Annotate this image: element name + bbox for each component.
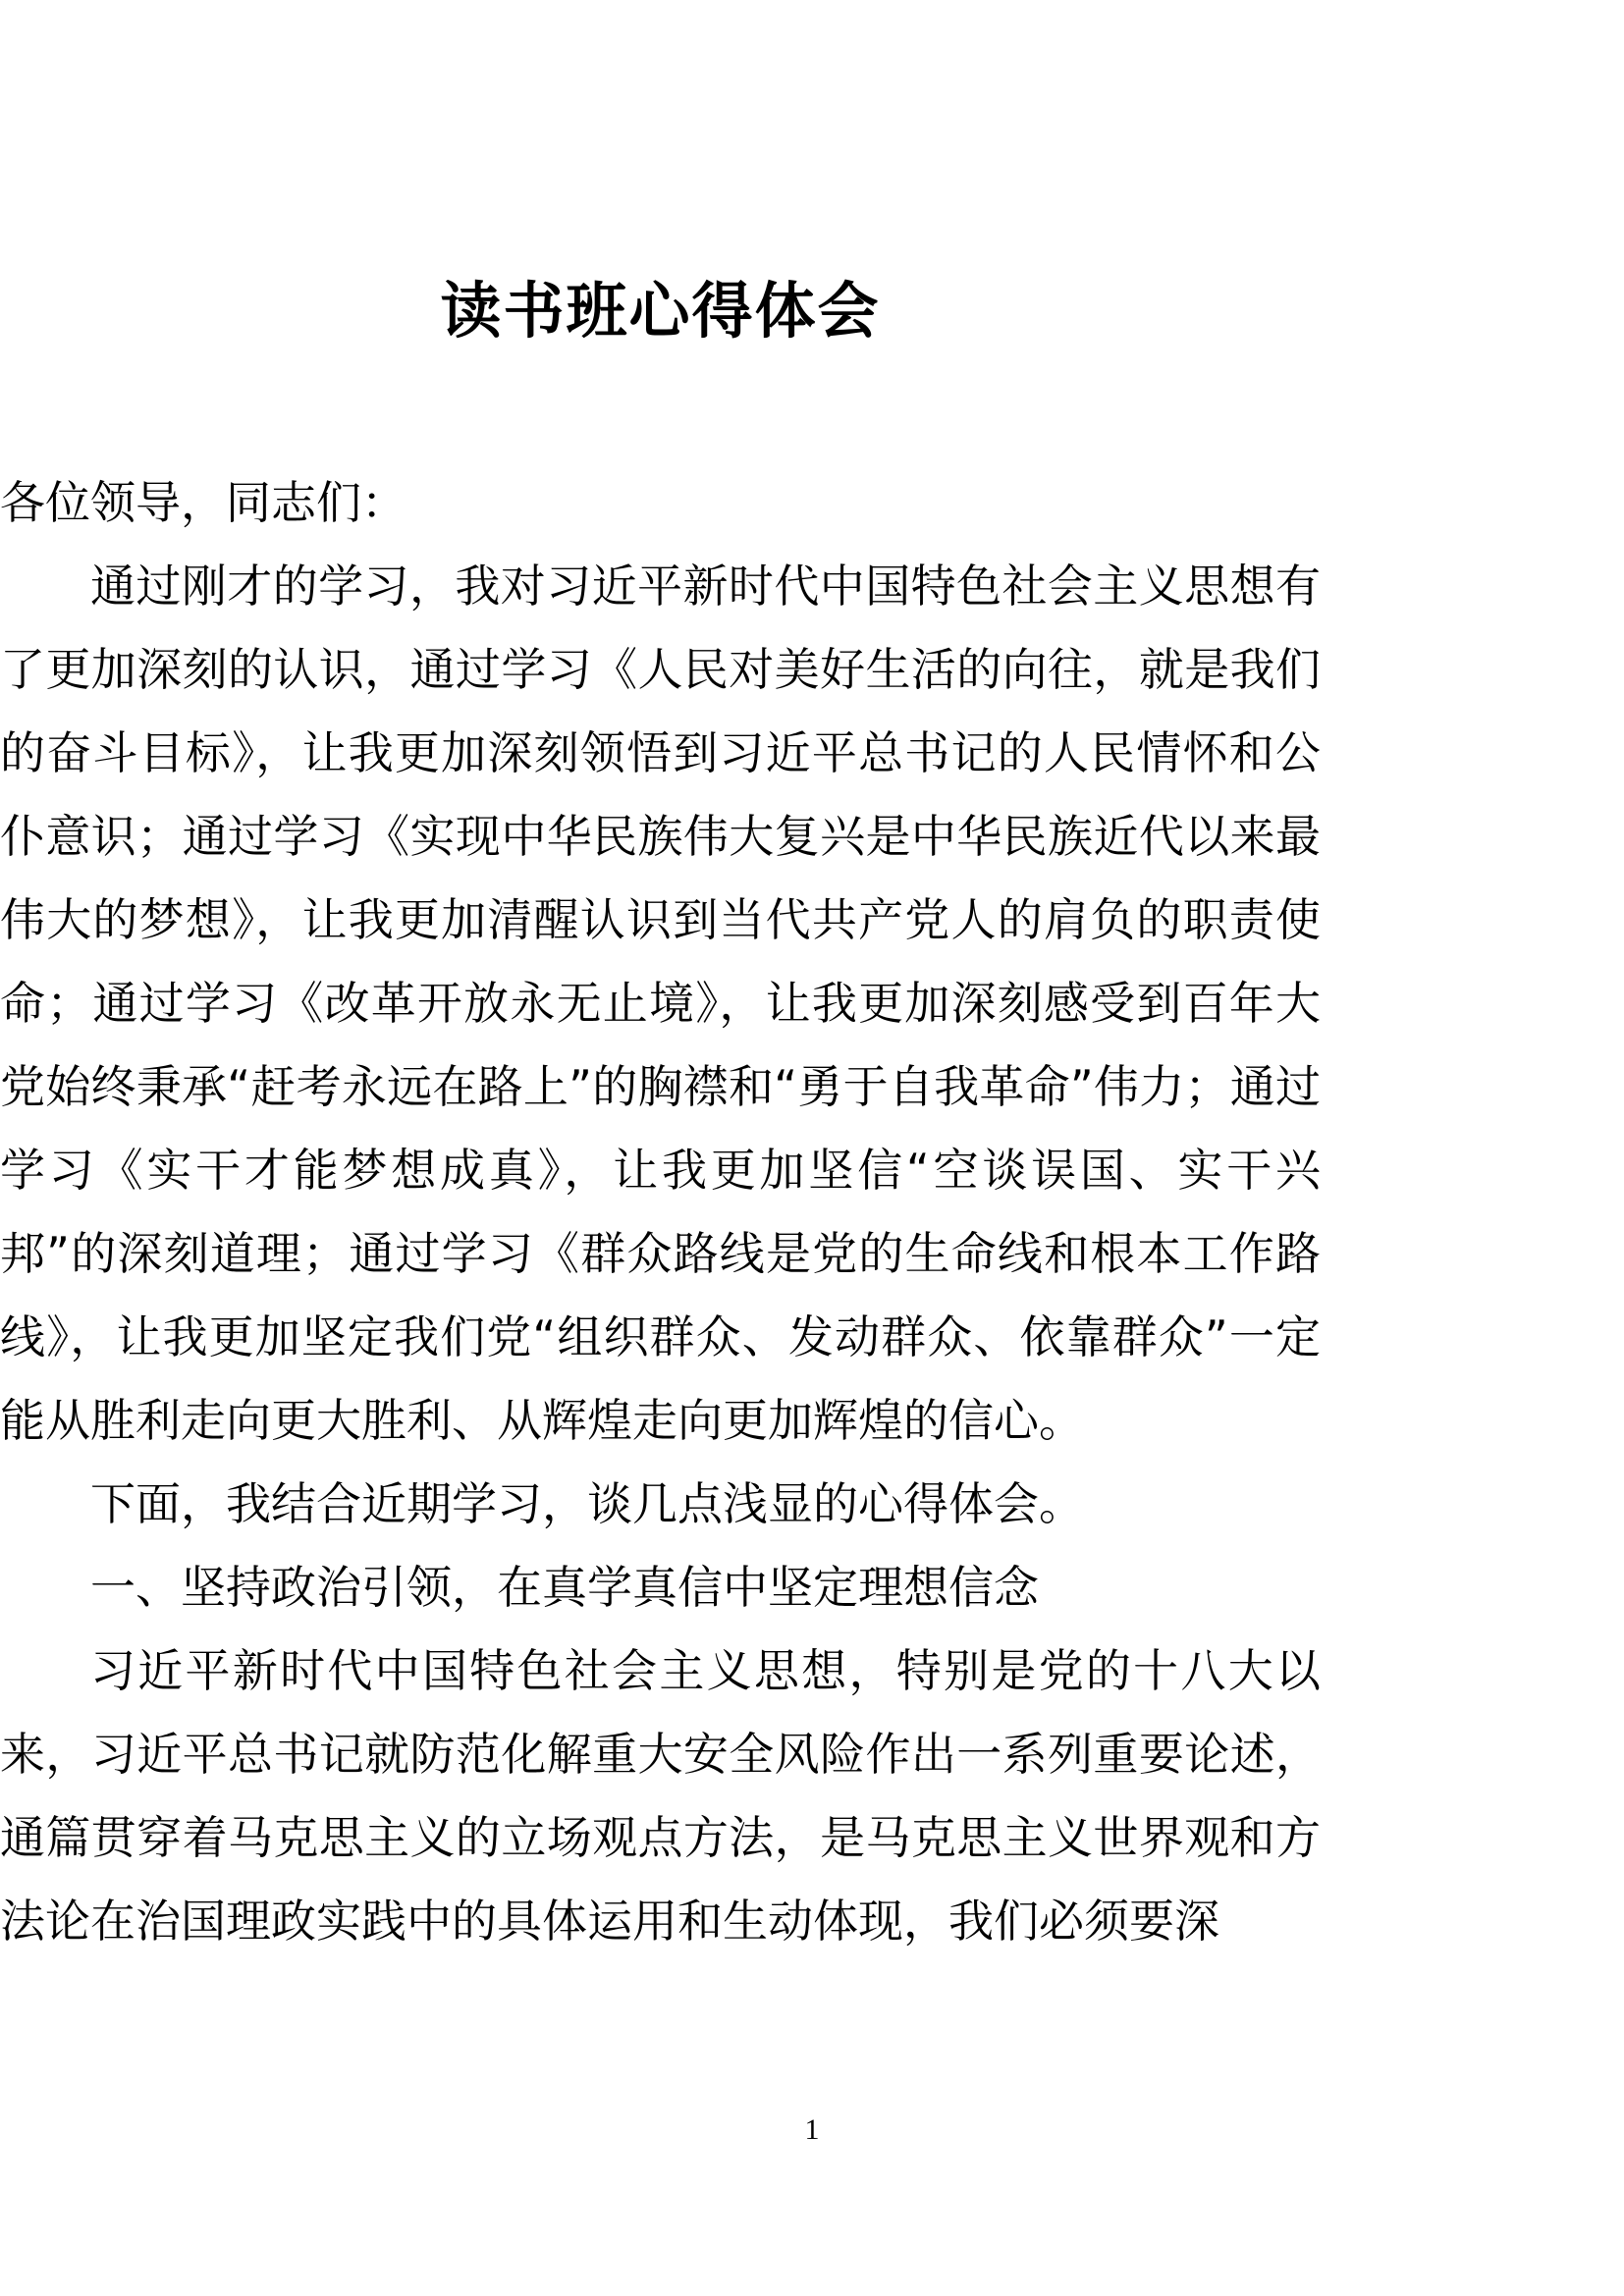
paragraph-transition: 下面，我结合近期学习，谈几点浅显的心得体会。 bbox=[90, 1477, 1084, 1530]
page-title: 读书班心得体会 bbox=[440, 275, 881, 347]
paragraph-section-one-body: 习近平新时代中国特色社会主义思想，特别是党的十八大以来，习近平总书记就防范化解重大安全风险作出一系列重要论述，通篇贯穿着马克思主义的立场观点方法，是马克思主义世界观和方法论在治国理政实践中的具体运用和生动体现，我们必须要深 bbox=[0, 1644, 1321, 1948]
document-body bbox=[0, 461, 1321, 1963]
paragraph-opening-study-reflection: 通过刚才的学习，我对习近平新时代中国特色社会主义思想有了更加深刻的认识，通过学习《人民对美好生活的向往，就是我们的奋斗目标》，让我更加深刻领悟到习近平总书记的人民情怀和公仆意识；通过学习《实现中华民族伟大复兴是中华民族近代以来最伟大的梦想》，让我更加清醒认识到当代共产党人的肩负的职责使命；通过学习《改革开放永无止境》，让我更加深刻感受到百年大党始终秉承“赶考永远在路上”的胸襟和“勇于自我革命”伟力；通过学习《实干才能梦想成真》，让我更加坚信“空谈误国、实干兴邦”的深刻道理；通过学习《群众路线是党的生命线和根本工作路线》，让我更加坚定我们党“组织群众、发动群众、依靠群众”一定能从胜利走向更大胜利、从辉煌走向更加辉煌的信心。 bbox=[0, 560, 1321, 1447]
paragraph-salutation: 各位领导，同志们： bbox=[0, 476, 406, 529]
paragraph-section-heading-one: 一、坚持政治引领，在真学真信中坚定理想信念 bbox=[90, 1561, 1039, 1614]
page-number: 1 bbox=[804, 2113, 820, 2146]
